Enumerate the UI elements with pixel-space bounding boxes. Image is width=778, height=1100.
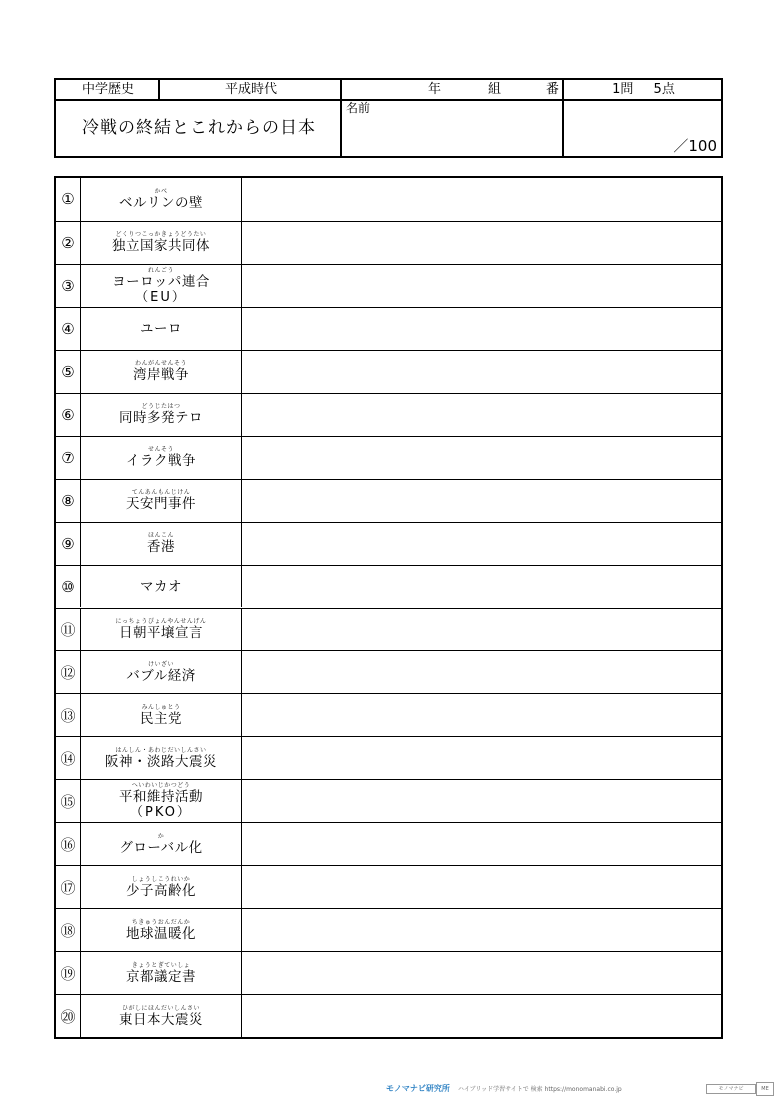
term-text: 同時多発テロ	[119, 410, 203, 427]
answer-field[interactable]	[242, 222, 721, 264]
number-label: 番	[546, 82, 560, 97]
question-term	[81, 609, 242, 651]
question-row	[56, 436, 721, 479]
answer-field[interactable]	[242, 780, 721, 822]
question-term	[81, 566, 242, 608]
answer-field[interactable]	[242, 609, 721, 651]
question-term	[81, 523, 242, 565]
answer-field[interactable]	[242, 651, 721, 693]
question-number: ⑱	[56, 909, 81, 951]
question-table	[54, 176, 723, 1039]
question-number: ⑮	[56, 780, 81, 822]
answer-field[interactable]	[242, 480, 721, 522]
question-row	[56, 779, 721, 822]
term-text: 平和維持活動	[119, 789, 203, 806]
question-number: ①	[56, 178, 81, 221]
question-term	[81, 308, 242, 350]
answer-field[interactable]	[242, 995, 721, 1037]
footer-badge: ME	[756, 1082, 774, 1096]
term-text: 地球温暖化	[126, 925, 196, 942]
period-label: 平成時代	[224, 82, 277, 97]
term-furigana: か	[157, 832, 165, 840]
question-row	[56, 522, 721, 565]
answer-field[interactable]	[242, 308, 721, 350]
footer-box: モノマナビ	[706, 1084, 756, 1094]
term-text: グローバル化	[119, 839, 203, 856]
question-row	[56, 264, 721, 307]
term-abbreviation: （PKO）	[130, 805, 192, 821]
term-text: 湾岸戦争	[133, 367, 189, 384]
score-total: ／100	[673, 137, 717, 155]
question-term	[81, 222, 242, 264]
term-furigana: みんしゅとう	[141, 703, 181, 711]
term-furigana: ひがしにほんだいしんさい	[121, 1004, 200, 1012]
term-furigana: へいわいじかつどう	[131, 782, 191, 790]
question-term	[81, 480, 242, 522]
term-text: ユーロ	[140, 320, 182, 337]
term-abbreviation: （EU）	[135, 289, 187, 305]
question-row	[56, 221, 721, 264]
question-number: ⑳	[56, 995, 81, 1037]
question-number: ⑧	[56, 480, 81, 522]
answer-field[interactable]	[242, 566, 721, 608]
footer-text: ハイブリッド学習サイトで 検索 https://monomanabi.co.jp	[457, 1086, 622, 1093]
question-row	[56, 908, 721, 951]
question-row	[56, 178, 721, 221]
subject-label: 中学歴史	[81, 82, 134, 97]
scoring-label: 1問 5点	[612, 82, 675, 97]
answer-field[interactable]	[242, 265, 721, 307]
question-term	[81, 866, 242, 908]
footer	[386, 1082, 774, 1096]
term-text: イラク戦争	[126, 453, 196, 470]
question-number: ④	[56, 308, 81, 350]
term-text: ベルリンの壁	[119, 194, 203, 211]
term-furigana: けいざい	[147, 660, 174, 668]
term-furigana: どうじたはつ	[141, 403, 181, 411]
answer-field[interactable]	[242, 737, 721, 779]
term-text: 阪神・淡路大震災	[105, 753, 217, 770]
question-row	[56, 350, 721, 393]
answer-field[interactable]	[242, 909, 721, 951]
answer-field[interactable]	[242, 952, 721, 994]
term-text: ヨーロッパ連合	[112, 273, 210, 290]
term-furigana: わんがんせんそう	[134, 360, 187, 368]
question-row	[56, 994, 721, 1037]
term-furigana: にっちょうぴょんやんせんげん	[115, 617, 207, 625]
worksheet-header	[54, 78, 723, 158]
year-label: 年	[428, 82, 442, 97]
term-furigana: てんあんもんじけん	[131, 489, 191, 497]
question-number: ②	[56, 222, 81, 264]
question-term	[81, 737, 242, 779]
term-furigana: れんごう	[147, 266, 174, 274]
question-row	[56, 865, 721, 908]
worksheet-title: 冷戦の終結とこれからの日本	[82, 118, 316, 138]
question-row	[56, 479, 721, 522]
question-term	[81, 394, 242, 436]
question-number: ⑰	[56, 866, 81, 908]
answer-field[interactable]	[242, 351, 721, 393]
question-term	[81, 651, 242, 693]
class-label: 組	[488, 82, 502, 97]
footer-logo: モノマナビ研究所	[386, 1084, 450, 1093]
question-term	[81, 952, 242, 994]
question-row	[56, 951, 721, 994]
question-term	[81, 694, 242, 736]
term-text: マカオ	[140, 578, 182, 595]
answer-field[interactable]	[242, 523, 721, 565]
question-number: ⑨	[56, 523, 81, 565]
term-furigana: はんしん・あわじだいしんさい	[115, 746, 207, 754]
question-term	[81, 995, 242, 1037]
term-furigana: きょうとぎていしょ	[131, 961, 191, 969]
term-furigana: しょうしこうれいか	[131, 875, 191, 883]
answer-field[interactable]	[242, 866, 721, 908]
question-row	[56, 736, 721, 779]
term-text: 独立国家共同体	[112, 238, 210, 255]
term-text: 少子高齢化	[126, 882, 196, 899]
term-text: 東日本大震災	[119, 1011, 203, 1028]
question-term	[81, 437, 242, 479]
answer-field[interactable]	[242, 178, 721, 221]
question-number: ⑬	[56, 694, 81, 736]
question-number: ⑫	[56, 651, 81, 693]
class-info	[342, 80, 564, 100]
question-term	[81, 178, 242, 221]
question-row	[56, 608, 721, 651]
question-term	[81, 909, 242, 951]
term-text: 日朝平壌宣言	[119, 624, 203, 641]
question-row	[56, 822, 721, 865]
question-number: ⑦	[56, 437, 81, 479]
term-text: バブル経済	[126, 667, 196, 684]
question-term	[81, 351, 242, 393]
question-row	[56, 393, 721, 436]
question-term	[81, 265, 242, 307]
name-field-label: 名前	[346, 101, 371, 115]
question-number: ⑭	[56, 737, 81, 779]
question-row	[56, 307, 721, 350]
question-number: ⑲	[56, 952, 81, 994]
term-text: 香港	[147, 539, 175, 556]
term-text: 天安門事件	[126, 496, 196, 513]
question-number: ⑤	[56, 351, 81, 393]
term-text: 京都議定書	[126, 968, 196, 985]
question-term	[81, 823, 242, 865]
question-row	[56, 693, 721, 736]
answer-field[interactable]	[242, 394, 721, 436]
question-number: ⑯	[56, 823, 81, 865]
question-number: ⑥	[56, 394, 81, 436]
question-number: ⑩	[56, 566, 81, 608]
term-furigana: どくりつこっかきょうどうたい	[115, 231, 207, 239]
term-text: 民主党	[140, 710, 182, 727]
term-furigana: かべ	[154, 187, 168, 195]
term-furigana: せんそう	[147, 446, 174, 454]
answer-field[interactable]	[242, 437, 721, 479]
question-term	[81, 780, 242, 822]
question-row	[56, 565, 721, 608]
answer-field[interactable]	[242, 823, 721, 865]
answer-field[interactable]	[242, 694, 721, 736]
question-row	[56, 650, 721, 693]
term-furigana: ちきゅうおんだんか	[131, 918, 191, 926]
question-number: ③	[56, 265, 81, 307]
question-number: ⑪	[56, 609, 81, 651]
term-furigana: ほんこん	[147, 532, 174, 540]
